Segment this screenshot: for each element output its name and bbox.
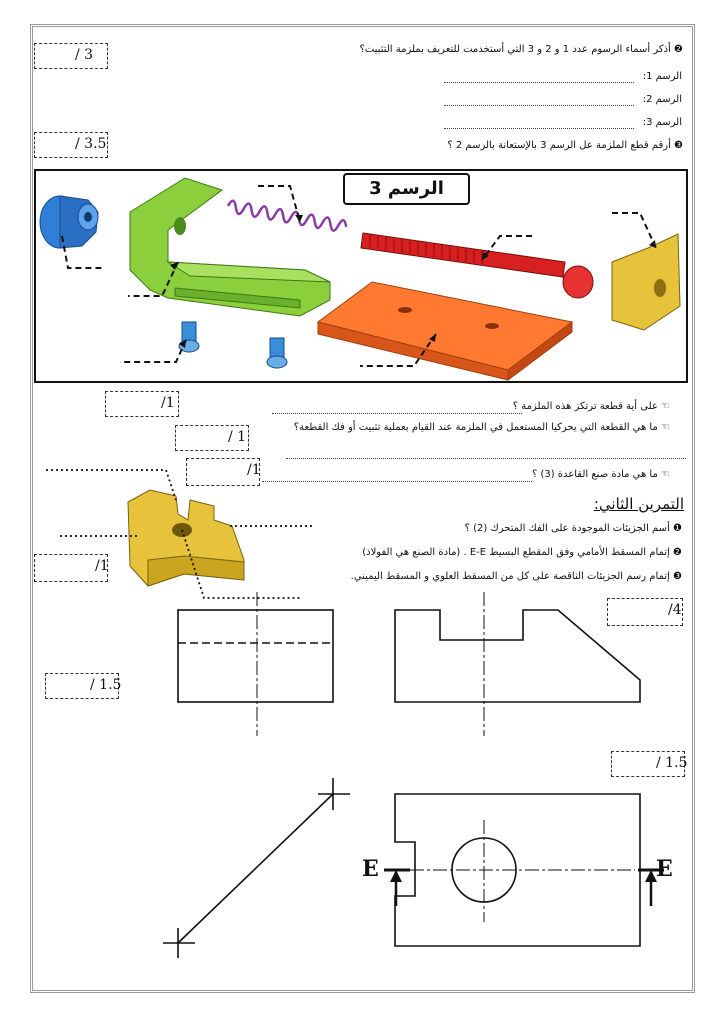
score-text: / 3.5 [75, 136, 107, 152]
side-view [395, 592, 640, 736]
score-text: / 1 [228, 429, 247, 445]
section-label-left: E [362, 856, 379, 882]
score-text: /1 [247, 462, 261, 478]
question-marker: ❸ [673, 571, 682, 582]
question-marker: ❷ [674, 44, 683, 55]
section-label-right: E [656, 856, 673, 882]
exercise-2-title: التمرين الثاني: [593, 495, 684, 513]
question-marker: ❸ [674, 140, 683, 151]
sub-question-text: ما هي القطعة التي يحركيا المستعمل في الملزمة عند القيام بعملية تثبيت أو فك القطعة؟ [293, 422, 658, 433]
question-marker: ❶ [673, 523, 682, 534]
hand-pointer-icon: ☜ [661, 469, 670, 480]
front-view [178, 592, 333, 736]
answer-label-3: الرسم 3: [642, 117, 682, 128]
score-text: /1 [161, 395, 175, 411]
score-text: / 3 [75, 47, 94, 63]
score-text: /4 [668, 602, 682, 618]
answer-label-1: الرسم 1: [642, 71, 682, 82]
sub-question-text: ما هي مادة صنع القاعدة (3) ؟ [531, 469, 658, 480]
question-text: إتمام رسم الجزيئات الناقصة على كل من المسقط العلوي و المسقط اليميني. [350, 571, 670, 582]
miter-line [163, 778, 350, 958]
sub-question-text: على أية قطعة ترتكز هذه الملزمة ؟ [512, 401, 658, 412]
question-text: أرقم قطع الملزمة عل الرسم 3 بالإستعانة بالرسم 2 ؟ [447, 140, 671, 151]
question-marker: ❷ [673, 547, 682, 558]
hand-pointer-icon: ☜ [661, 422, 670, 433]
figure-3-title: الرسم 3 [343, 173, 470, 205]
score-text: /1 [95, 558, 109, 574]
question-text: إتمام المسقط الأمامي وفق المقطع البسيط E-E . (مادة الصنع هي الفولاذ) [362, 547, 670, 558]
question-text: أذكر أسماء الرسوم عدد 1 و 2 و 3 التي أستخدمت للتعريف بملزمة التثبيت؟ [359, 44, 671, 55]
hand-pointer-icon: ☜ [661, 401, 670, 412]
question-text: أسم الجزيئات الموجودة على الفك المتحرك (2) ؟ [464, 523, 670, 534]
answer-label-2: الرسم 2: [642, 94, 682, 105]
section-arrowheads [390, 870, 657, 882]
yellow-isometric-part [128, 490, 244, 586]
score-text: / 1.5 [90, 677, 122, 693]
score-text: / 1.5 [656, 755, 688, 771]
top-view [384, 794, 664, 946]
